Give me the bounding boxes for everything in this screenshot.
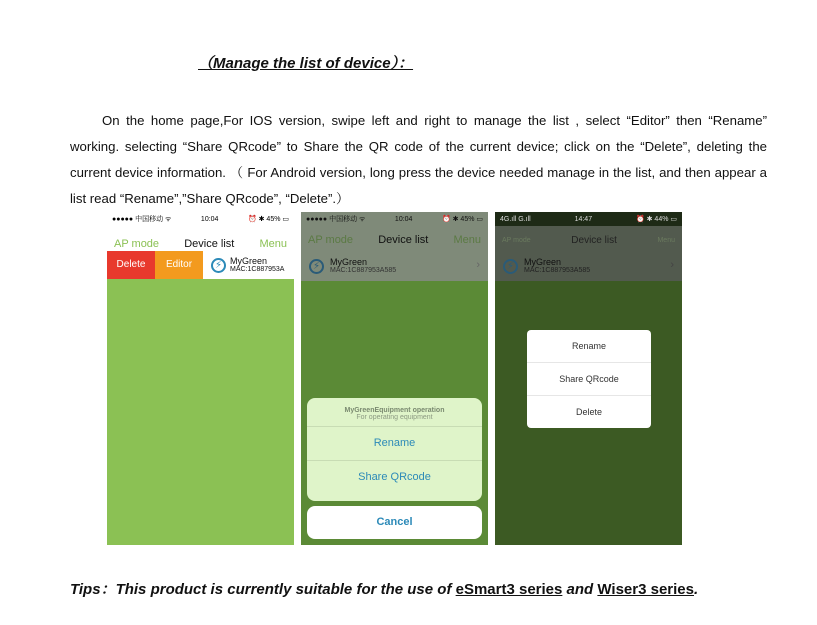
status-battery: ⏰ ✱ 44% ▭ xyxy=(635,216,677,223)
nav-title: Device list xyxy=(184,238,235,250)
status-carrier: 4G.ıll G.ıll xyxy=(500,215,531,223)
nav-title: Device list xyxy=(571,234,617,246)
share-qrcode-menu-item[interactable]: Share QRcode xyxy=(527,362,651,395)
series-name-esmart3: eSmart3 series xyxy=(455,581,563,598)
ap-mode-button[interactable]: AP mode xyxy=(308,234,354,246)
cancel-button[interactable]: Cancel xyxy=(307,506,482,539)
share-qrcode-option[interactable]: Share QRcode xyxy=(307,460,482,494)
device-row[interactable] xyxy=(495,251,682,281)
nav-title: Device list xyxy=(378,234,429,246)
status-time: 10:04 xyxy=(200,215,219,223)
bolt-icon: ⚡ xyxy=(309,259,324,274)
series-name-wiser3: Wiser3 series xyxy=(597,581,694,598)
context-menu xyxy=(527,330,651,428)
menu-button[interactable]: Menu xyxy=(453,234,481,246)
screenshot-android-menu xyxy=(495,212,682,545)
rename-menu-item[interactable]: Rename xyxy=(571,341,607,351)
section-heading: （Manage the list of device）： xyxy=(198,55,414,72)
status-bar xyxy=(495,212,682,226)
delete-button[interactable]: Delete xyxy=(107,251,155,279)
device-item[interactable] xyxy=(503,257,590,275)
device-name: MyGreen xyxy=(524,257,562,267)
menu-button[interactable]: Menu xyxy=(657,236,675,244)
delete-menu-item[interactable]: Delete xyxy=(527,395,651,428)
sheet-title: MyGreenEquipment operation xyxy=(344,407,445,414)
editor-button[interactable]: Editor xyxy=(155,251,203,279)
menu-button[interactable]: Menu xyxy=(259,238,287,250)
device-item[interactable] xyxy=(211,256,284,274)
device-name: MyGreen xyxy=(230,256,268,266)
tips-middle: and xyxy=(562,581,598,598)
rename-option[interactable]: Rename xyxy=(307,426,482,460)
instructions-paragraph: On the home page,For IOS version, swipe left and right to manage the list , select “Editor” then “Rename” working. selecting “Share QRcode” to Share the QR code of the current device; click on the “Delete”, deleting the current device information. （ For Android version, long press the device needed manage in the list, and then appear a list read “Rename”,”Share QRcode”, “Delete”.） xyxy=(70,113,767,206)
bolt-icon: ⚡ xyxy=(211,258,226,273)
status-time: 10:04 xyxy=(394,215,413,223)
tips-note xyxy=(70,578,698,599)
device-mac: MAC:1C887953A xyxy=(230,266,285,273)
nav-bar xyxy=(301,226,488,254)
status-battery: ⏰ ✱ 45% ▭ xyxy=(247,216,289,223)
sheet-subtitle: For operating equipment xyxy=(356,414,433,421)
tips-prefix: Tips：This product is currently suitable for the use of xyxy=(70,581,456,598)
device-mac: MAC:1C887953A585 xyxy=(524,267,591,274)
tips-end: . xyxy=(694,581,699,598)
nav-bar xyxy=(495,226,682,254)
status-battery: ⏰ ✱ 45% ▭ xyxy=(441,216,483,223)
bolt-icon: ⚡ xyxy=(503,259,518,274)
status-time: 14:47 xyxy=(574,215,593,223)
status-bar xyxy=(107,212,294,226)
chevron-right-icon: › xyxy=(476,259,480,271)
screenshot-ios-swipe xyxy=(107,212,294,545)
device-mac: MAC:1C887953A585 xyxy=(330,267,397,274)
action-sheet xyxy=(307,398,482,501)
device-row xyxy=(107,251,294,279)
screenshot-ios-editor-sheet xyxy=(301,212,488,545)
chevron-right-icon: › xyxy=(670,259,674,271)
status-carrier: ●●●●● 中国移动 ᯤ xyxy=(112,216,172,223)
device-row[interactable] xyxy=(301,251,488,281)
ap-mode-button[interactable]: AP mode xyxy=(114,238,160,250)
device-item[interactable] xyxy=(309,257,396,275)
status-bar xyxy=(301,212,488,226)
status-carrier: ●●●●● 中国移动 ᯤ xyxy=(306,216,366,223)
ap-mode-button[interactable]: AP mode xyxy=(502,236,531,244)
device-name: MyGreen xyxy=(330,257,368,267)
